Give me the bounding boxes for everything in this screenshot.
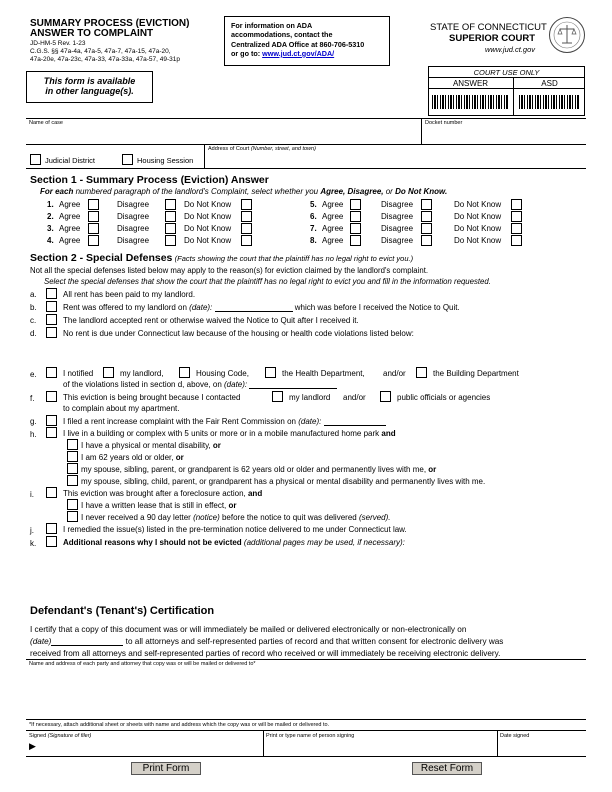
paragraph-number: 4. [47, 236, 54, 245]
names-addresses-field[interactable] [29, 669, 583, 717]
ada-line-1: For information on ADA [231, 21, 313, 30]
defense-k-text: Additional reasons why I should not be evicted (additional pages may be used, if necessary): [63, 538, 405, 547]
defense-g-checkbox[interactable] [46, 415, 57, 426]
date-signed-field[interactable] [500, 741, 583, 755]
agree-checkbox[interactable] [350, 199, 361, 210]
do-not-know-label: Do Not Know [184, 236, 232, 245]
defense-e-building-dept-checkbox[interactable] [416, 367, 427, 378]
disagree-checkbox[interactable] [165, 211, 176, 222]
agree-label: Agree [322, 224, 344, 233]
section-2-instruction: Select the special defenses that show the court that the plaintiff has no legal right to evict you and fill in the information requested. [44, 277, 491, 286]
defense-f-officials-checkbox[interactable] [380, 391, 391, 402]
agree-label: Agree [59, 236, 81, 245]
defense-i-2-checkbox[interactable] [67, 511, 78, 522]
paragraph-number: 8. [310, 236, 317, 245]
docket-number-label: Docket number [425, 120, 463, 126]
signature-arrow-icon: ▶ [29, 741, 36, 751]
defense-b-letter: b. [30, 303, 37, 312]
disagree-label: Disagree [381, 200, 414, 209]
ada-line-3: Centralized ADA Office at 860-706-5310 [231, 39, 365, 49]
print-name-label: Print or type name of person signing [266, 733, 355, 739]
agree-checkbox[interactable] [350, 211, 361, 222]
do-not-know-checkbox[interactable] [511, 223, 522, 234]
agree-label: Agree [59, 200, 81, 209]
ada-line-4-prefix: or go to: [231, 48, 263, 58]
defense-a-checkbox[interactable] [46, 288, 57, 299]
court-use-label: COURT USE ONLY [473, 68, 540, 77]
address-of-court-label: Address of Court [208, 146, 250, 152]
defense-e-checkbox[interactable] [46, 367, 57, 378]
defense-k-checkbox[interactable] [46, 536, 57, 547]
defense-b-date-field[interactable] [215, 304, 293, 312]
defense-h-2-text: I am 62 years old or older, or [81, 453, 184, 462]
agree-checkbox[interactable] [88, 211, 99, 222]
name-of-case-label: Name of case [29, 120, 63, 126]
certification-title: Defendant's (Tenant's) Certification [30, 605, 215, 617]
disagree-label: Disagree [381, 236, 414, 245]
defense-e-andor: and/or [383, 369, 406, 378]
barcode-asd [519, 95, 579, 109]
disagree-checkbox[interactable] [421, 223, 432, 234]
certification-date-field[interactable] [51, 638, 123, 646]
section-1-instruction: For each numbered paragraph of the landlord's Complaint, select whether you Agree, Disagree, or Do Not Know. [40, 187, 448, 196]
agree-checkbox[interactable] [350, 235, 361, 246]
ada-notice [224, 16, 390, 66]
paragraph-number: 7. [310, 224, 317, 233]
defense-i-1-text: I have a written lease that is still in effect, or [81, 501, 237, 510]
defense-f-andor: and/or [343, 393, 366, 402]
defense-e-landlord-checkbox[interactable] [103, 367, 114, 378]
do-not-know-label: Do Not Know [184, 224, 232, 233]
section-2-heading [30, 252, 413, 264]
defense-k-reasons-field[interactable] [63, 550, 583, 598]
disagree-label: Disagree [117, 212, 150, 221]
judicial-district-checkbox[interactable] [30, 154, 41, 165]
date-signed-label: Date signed [500, 733, 530, 739]
defense-j-letter: j. [30, 526, 34, 535]
defense-g-letter: g. [30, 417, 37, 426]
do-not-know-checkbox[interactable] [511, 199, 522, 210]
defense-h-4-checkbox[interactable] [67, 475, 78, 486]
disagree-checkbox[interactable] [421, 199, 432, 210]
defense-i-1-checkbox[interactable] [67, 499, 78, 510]
court-website: www.jud.ct.gov [485, 45, 536, 54]
agree-checkbox[interactable] [88, 223, 99, 234]
housing-session-checkbox[interactable] [122, 154, 133, 165]
code-answer-label: ANSWER [452, 79, 489, 88]
language-notice-line-2: in other language(s). [45, 86, 134, 96]
defense-h-2-checkbox[interactable] [67, 451, 78, 462]
defense-e-housing-code-label: Housing Code, [196, 369, 249, 378]
disagree-label: Disagree [117, 200, 150, 209]
defense-e-building-dept-label: the Building Department [433, 369, 519, 378]
agree-checkbox[interactable] [350, 223, 361, 234]
certification-line-1: I certify that a copy of this document was or will immediately be mailed or delivered electronically or non-electronically on [30, 625, 467, 634]
defense-b-checkbox[interactable] [46, 301, 57, 312]
housing-session-label: Housing Session [137, 156, 194, 165]
do-not-know-checkbox[interactable] [241, 211, 252, 222]
defense-i-letter: i. [30, 490, 34, 499]
defense-k-letter: k. [30, 539, 37, 548]
disagree-checkbox[interactable] [421, 211, 432, 222]
defense-f-line-2: to complain about my apartment. [63, 404, 180, 413]
defense-j-text: I remedied the issue(s) listed in the pre-termination notice delivered to me under Connecticut law. [63, 525, 407, 534]
defense-e-letter: e. [30, 370, 37, 379]
language-notice [26, 71, 153, 103]
do-not-know-checkbox[interactable] [241, 235, 252, 246]
disagree-label: Disagree [117, 224, 150, 233]
paragraph-number: 6. [310, 212, 317, 221]
paragraph-number: 5. [310, 200, 317, 209]
agree-checkbox[interactable] [88, 235, 99, 246]
disagree-label: Disagree [381, 224, 414, 233]
docket-number-field[interactable] [425, 128, 583, 142]
certification-line-3: received from all attorneys and self-represented parties of record who received or will immediately be receiving electronic delivery. [30, 649, 501, 658]
do-not-know-checkbox[interactable] [241, 223, 252, 234]
language-notice-line-1: This form is available [43, 76, 136, 86]
disagree-checkbox[interactable] [165, 199, 176, 210]
name-of-case-field[interactable] [29, 128, 419, 142]
statutes-line-2: 47a-20e, 47a-23c, 47a-33, 47a-33a, 47a-57, 49-31p [30, 56, 180, 63]
defense-a-letter: a. [30, 290, 37, 299]
defense-j-checkbox[interactable] [46, 523, 57, 534]
do-not-know-label: Do Not Know [184, 212, 232, 221]
defense-g-text: I filed a rent increase complaint with the Fair Rent Commission on (date): [63, 417, 386, 426]
paragraph-number: 3. [47, 224, 54, 233]
defense-e-notified: I notified [63, 369, 94, 378]
agree-checkbox[interactable] [88, 199, 99, 210]
defense-g-date-field[interactable] [324, 418, 386, 426]
disagree-label: Disagree [117, 236, 150, 245]
defense-d-violations-field[interactable] [63, 340, 583, 364]
do-not-know-checkbox[interactable] [511, 211, 522, 222]
defense-f-officials-label: public officials or agencies [397, 393, 491, 402]
defense-f-landlord-checkbox[interactable] [272, 391, 283, 402]
state-name: STATE OF CONNECTICUT [430, 22, 547, 33]
defense-i-checkbox[interactable] [46, 487, 57, 498]
address-of-court-field[interactable] [208, 154, 582, 166]
defense-e-housing-code-checkbox[interactable] [179, 367, 190, 378]
defense-h-1-checkbox[interactable] [67, 439, 78, 450]
defense-d-checkbox[interactable] [46, 327, 57, 338]
defense-d-text: No rent is due under Connecticut law because of the housing or health code violations listed below: [63, 329, 414, 338]
do-not-know-label: Do Not Know [454, 224, 502, 233]
barcode-answer [432, 95, 508, 109]
defense-h-3-checkbox[interactable] [67, 463, 78, 474]
disagree-label: Disagree [381, 212, 414, 221]
print-form-button[interactable]: Print Form [131, 762, 201, 775]
section-1-title: Section 1 - Summary Process (Eviction) Answer [30, 174, 269, 186]
defense-e-landlord-label: my landlord, [120, 369, 164, 378]
paragraph-number: 2. [47, 212, 54, 221]
defense-f-checkbox[interactable] [46, 391, 57, 402]
defense-i-text: This eviction was brought after a foreclosure action, and [63, 489, 263, 498]
form-id: JD-HM-5 Rev. 1-23 [30, 40, 86, 47]
ada-link[interactable]: www.jud.ct.gov/ADA/ [262, 48, 335, 58]
code-asd-label: ASD [541, 79, 558, 88]
do-not-know-label: Do Not Know [184, 200, 232, 209]
defense-h-1-text: I have a physical or mental disability, or [81, 441, 221, 450]
defense-f-letter: f. [30, 394, 35, 403]
defense-a-text: All rent has been paid to my landlord. [63, 290, 196, 299]
print-name-field[interactable] [266, 741, 494, 755]
defense-c-letter: c. [30, 316, 37, 325]
defense-f-text: This eviction is being brought because I contacted [63, 393, 241, 402]
agree-label: Agree [322, 236, 344, 245]
defense-c-text: The landlord accepted rent or otherwise waived the Notice to Quit after I received it. [63, 316, 359, 325]
form-subtitle: ANSWER TO COMPLAINT [30, 28, 154, 39]
defense-i-2-text: I never received a 90 day letter (notice) before the notice to quit was delivered (served). [81, 513, 391, 522]
reset-form-button[interactable]: Reset Form [412, 762, 482, 775]
ada-line-2: accommodations, contact the [231, 30, 333, 40]
defense-e-date-field[interactable] [249, 381, 337, 389]
state-seal-icon [548, 16, 586, 54]
defense-h-4-text: my spouse, sibling, child, parent, or grandparent has a physical or mental disability and permanently lives with me. [81, 477, 486, 486]
agree-label: Agree [322, 212, 344, 221]
form-title: SUMMARY PROCESS (EVICTION) [30, 18, 190, 29]
signed-label: Signed [29, 733, 47, 739]
do-not-know-checkbox[interactable] [511, 235, 522, 246]
do-not-know-label: Do Not Know [454, 236, 502, 245]
signed-hint: (Signature of filer) [47, 733, 92, 739]
signature-field[interactable] [45, 740, 260, 754]
defense-d-letter: d. [30, 329, 37, 338]
section-2-intro: Not all the special defenses listed below may apply to the reason(s) for eviction claimed by the landlord's complaint. [30, 266, 429, 275]
address-of-court-hint: (Number, street, and town) [250, 146, 316, 152]
disagree-checkbox[interactable] [421, 235, 432, 246]
defense-h-text: I live in a building or complex with 5 units or more or in a mobile manufactured home park and [63, 429, 396, 438]
agree-label: Agree [59, 224, 81, 233]
defense-e-line-2: of the violations listed in section d, above, on (date): [63, 380, 337, 389]
do-not-know-label: Do Not Know [454, 200, 502, 209]
agree-label: Agree [59, 212, 81, 221]
disagree-checkbox[interactable] [165, 235, 176, 246]
certification-line-2: (date) to all attorneys and self-represented parties of record and that written consent for electronic delivery was [30, 637, 504, 646]
defense-c-checkbox[interactable] [46, 314, 57, 325]
paragraph-number: 1. [47, 200, 54, 209]
defense-h-checkbox[interactable] [46, 427, 57, 438]
defense-h-letter: h. [30, 430, 37, 439]
section-2-title: Section 2 - Special Defenses [30, 252, 173, 264]
defense-b-text: Rent was offered to my landlord on (date): which was before I received the Notice to Quit. [63, 303, 460, 312]
judicial-district-label: Judicial District [45, 156, 96, 165]
statutes-line-1: C.G.S. §§ 47a-4a, 47a-5, 47a-7, 47a-15, 47a-20, [30, 48, 171, 55]
do-not-know-label: Do Not Know [454, 212, 502, 221]
do-not-know-checkbox[interactable] [241, 199, 252, 210]
defense-e-health-dept-label: the Health Department, [282, 369, 365, 378]
section-2-title-note: (Facts showing the court that the plaintiff has no legal right to evict you.) [174, 254, 414, 263]
disagree-checkbox[interactable] [165, 223, 176, 234]
defense-e-health-dept-checkbox[interactable] [265, 367, 276, 378]
defense-f-landlord-label: my landlord [289, 393, 331, 402]
signed-label-group [29, 733, 91, 739]
defense-h-3-text: my spouse, sibling, parent, or grandparent is 62 years old or older and permanently lives with me, or [81, 465, 437, 474]
attachment-footnote: *If necessary, attach additional sheet or sheets with name and address which the copy was or will be mailed or delivered to. [29, 722, 330, 728]
names-addresses-label: Name and address of each party and attorney that copy was or will be mailed or delivered to* [29, 661, 256, 667]
court-name: SUPERIOR COURT [449, 33, 536, 44]
agree-label: Agree [322, 200, 344, 209]
